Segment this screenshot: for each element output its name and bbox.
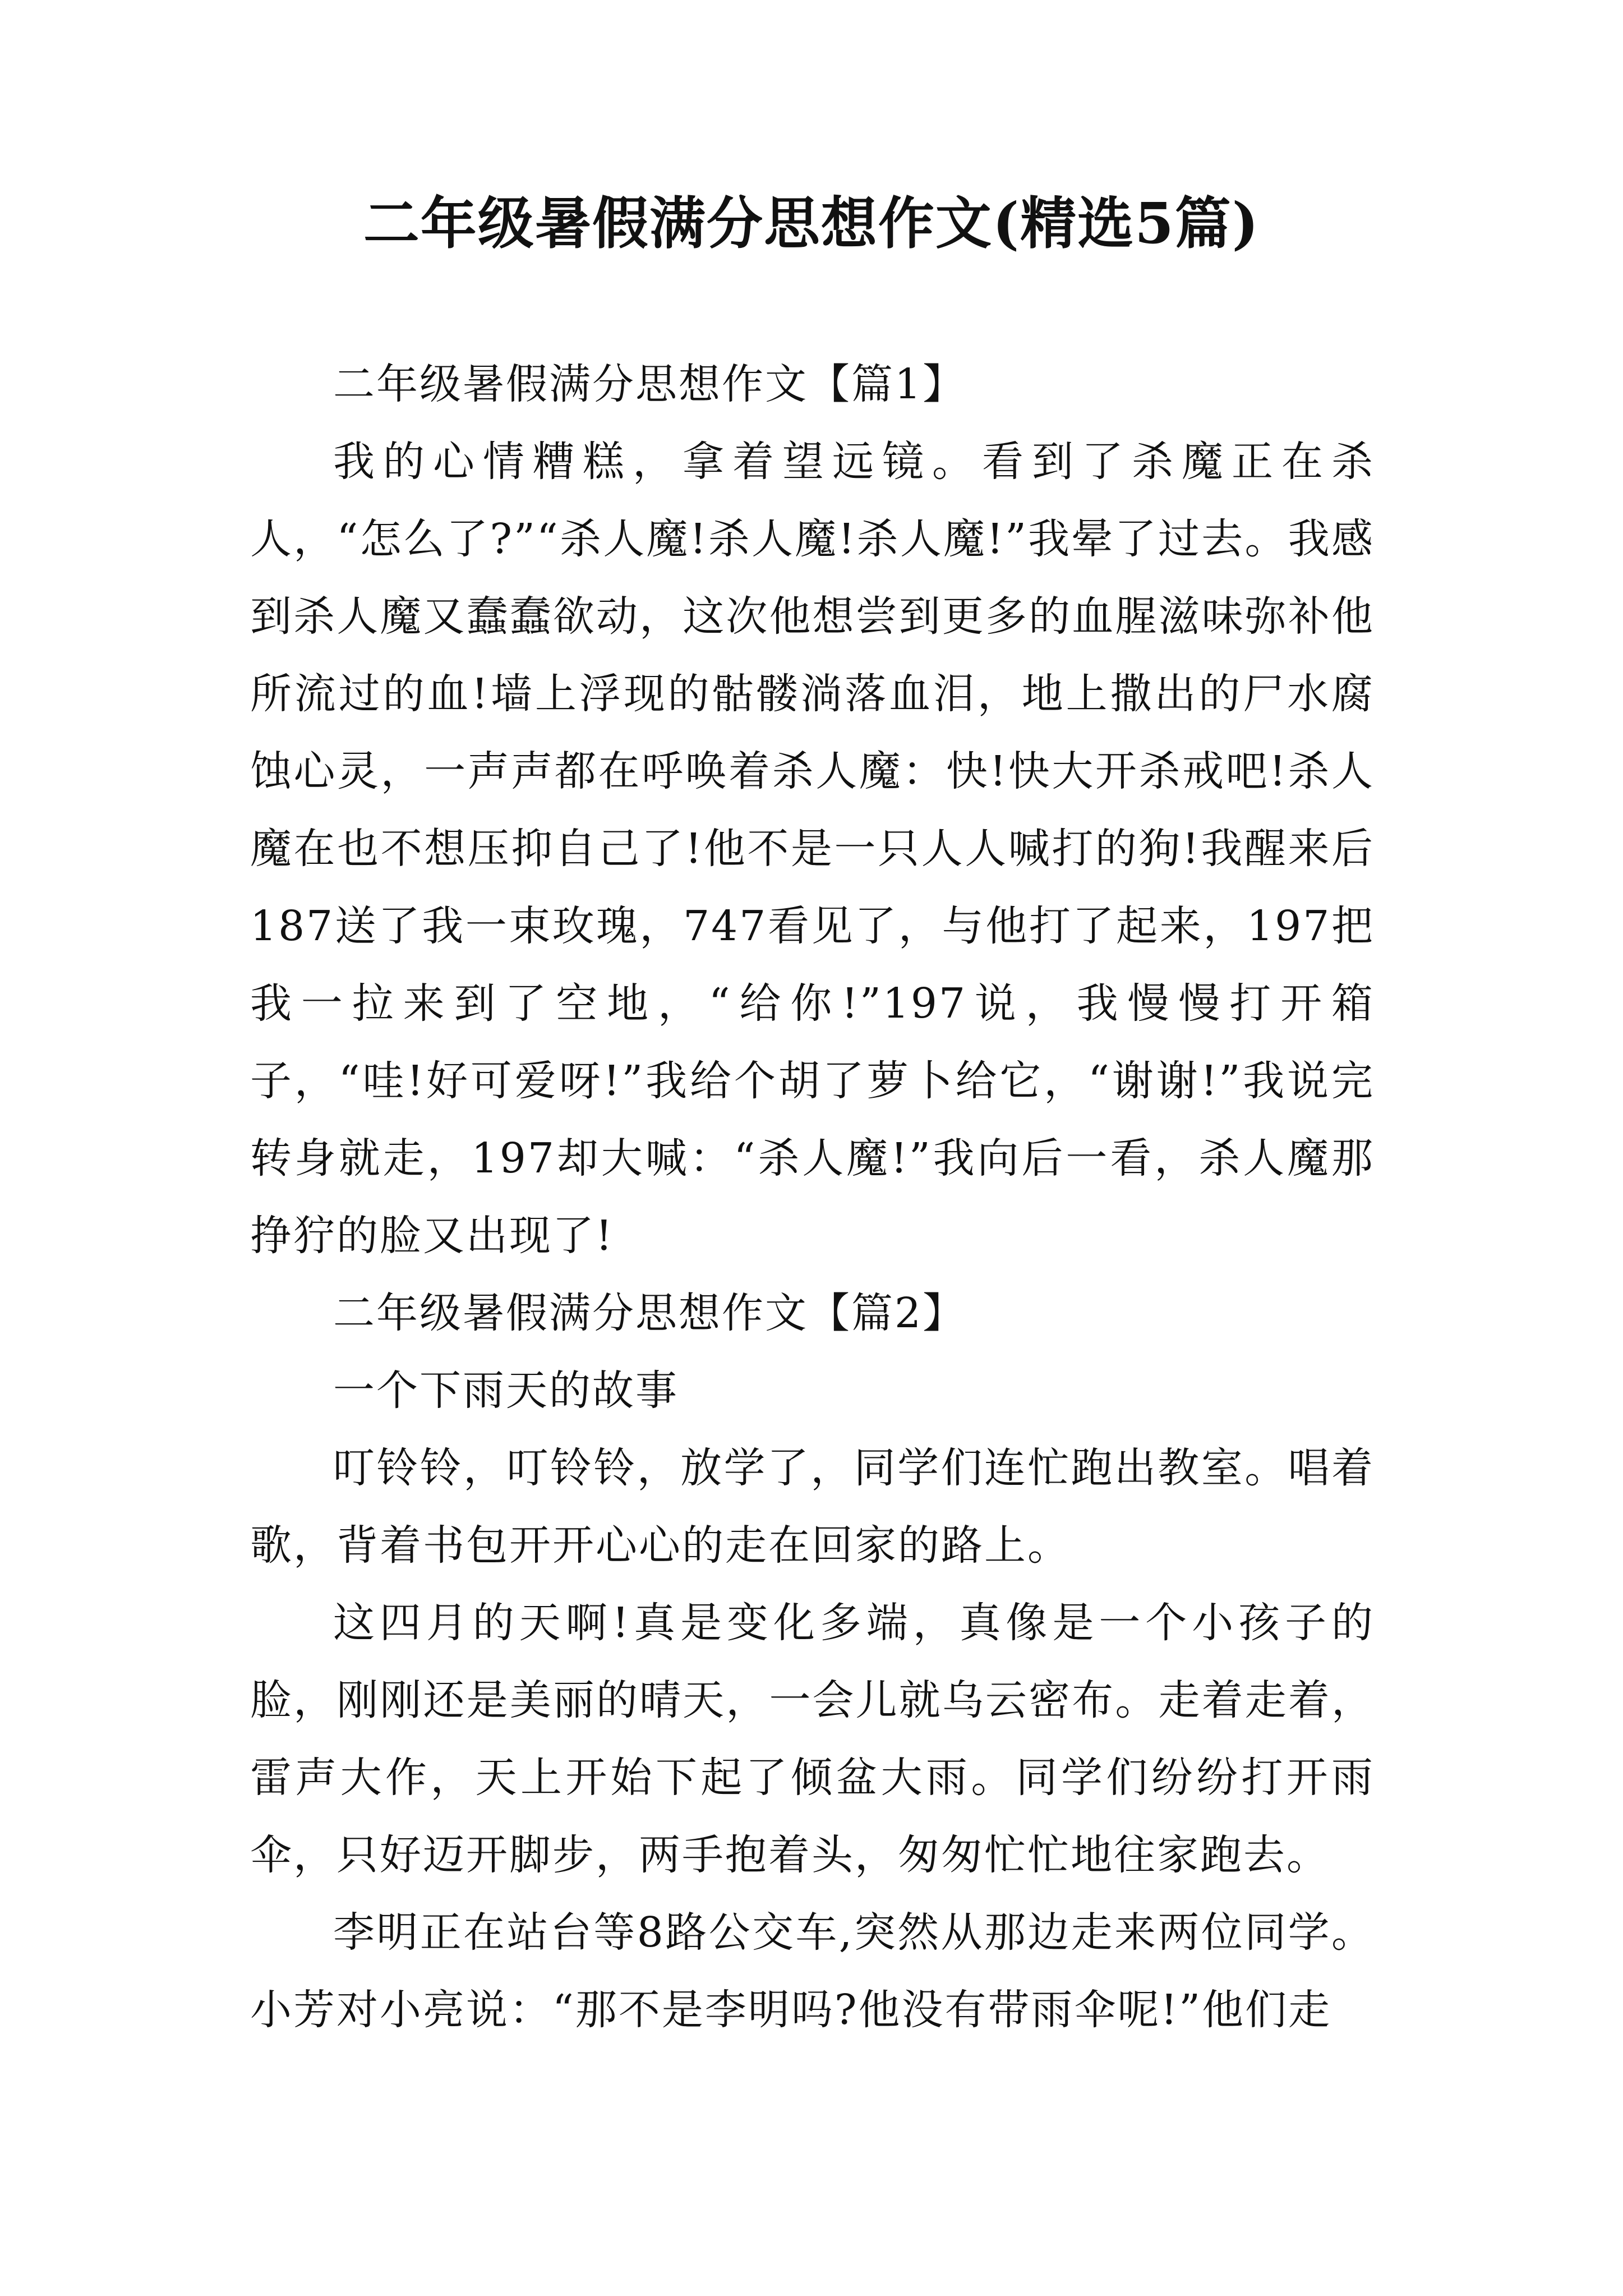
document-body xyxy=(250,346,1375,2049)
document-title: 二年级暑假满分思想作文(精选5篇) xyxy=(363,190,1260,256)
story-title: 一个下雨天的故事 xyxy=(333,1366,679,1415)
paragraph-2: 叮铃铃，叮铃铃，放学了，同学们连忙跑出教室。唱着歌，背着书包开开心心的走在回家的路上。 xyxy=(250,1444,1375,1570)
paragraph-4: 李明正在站台等8路公交车,突然从那边走来两位同学。小芳对小亮说：“那不是李明吗?他没有带雨伞呢!”他们走 xyxy=(250,1908,1375,2034)
section-heading-1: 二年级暑假满分思想作文【篇1】 xyxy=(333,360,966,408)
paragraph-3: 这四月的天啊!真是变化多端，真像是一个小孩子的脸，刚刚还是美丽的晴天，一会儿就乌云密布。走着走着，雷声大作，天上开始下起了倾盆大雨。同学们纷纷打开雨伞，只好迈开脚步，两手抱着头，匆匆忙忙地往家跑去。 xyxy=(250,1599,1375,1879)
section-heading-2: 二年级暑假满分思想作文【篇2】 xyxy=(333,1289,966,1337)
paragraph-1: 我的心情糟糕，拿着望远镜。看到了杀魔正在杀人，“怎么了?”“杀人魔!杀人魔!杀人魔!”我晕了过去。我感到杀人魔又蠢蠢欲动，这次他想尝到更多的血腥滋味弥补他所流过的血!墙上浮现的骷髅淌落血泪，地上撒出的尸水腐蚀心灵，一声声都在呼唤着杀人魔：快!快大开杀戒吧!杀人魔在也不想压抑自己了!他不是一只人人喊打的狗!我醒来后187送了我一束玫瑰，747看见了，与他打了起来，197把我一拉来到了空地，“给你!”197说，我慢慢打开箱子，“哇!好可爱呀!”我给个胡了萝卜给它，“谢谢!”我说完转身就走，197却大喊：“杀人魔!”我向后一看，杀人魔那挣狞的脸又出现了! xyxy=(250,438,1375,1260)
